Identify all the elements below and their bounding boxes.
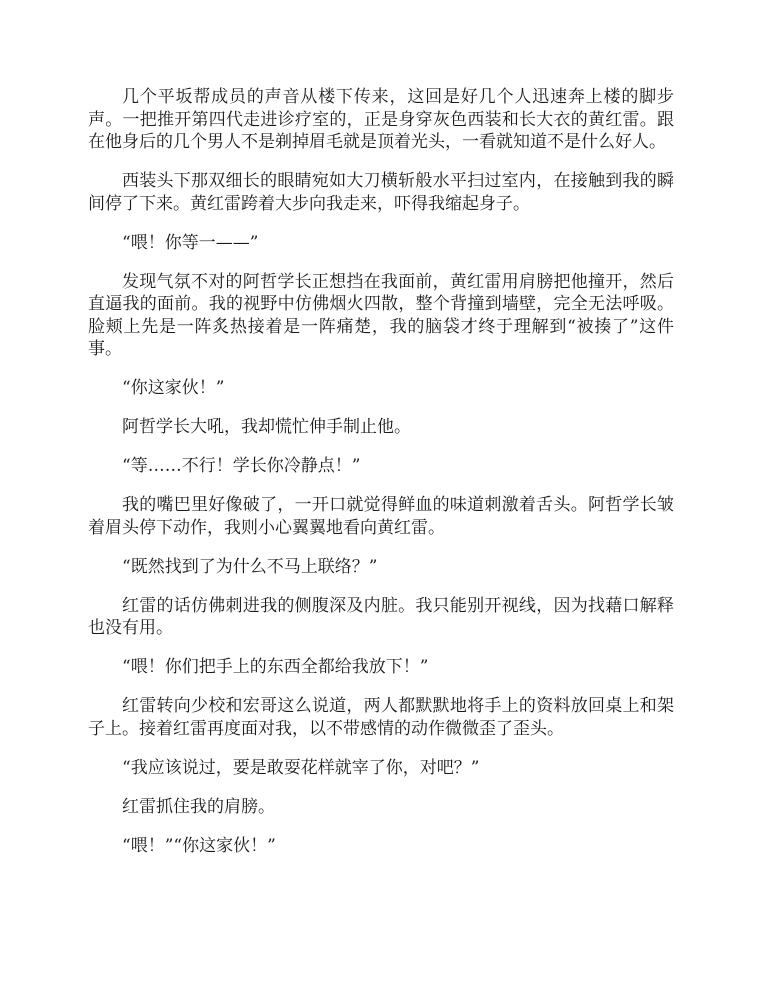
paragraph: 红雷的话仿佛刺进我的侧腹深及内脏。我只能别开视线，因为找藉口解释也没有用。 bbox=[88, 595, 674, 638]
paragraph: 几个平坂帮成员的声音从楼下传来，这回是好几个人迅速奔上楼的脚步声。一把推开第四代走进诊疗室的，正是身穿灰色西装和长大衣的黄红雷。跟在他身后的几个男人不是剃掉眉毛就是顶着光头，一看就知道不是什么好人。 bbox=[88, 87, 674, 152]
dialogue-line: “喂！你们把手上的东西全都给我放下！” bbox=[122, 657, 429, 677]
dialogue-line: “喂！你等一——” bbox=[122, 232, 259, 253]
paragraph: 发现气氛不对的阿哲学长正想挡在我面前，黄红雷用肩膀把他撞开，然后直逼我的面前。我的视野中仿佛烟火四散，整个背撞到墙壁，完全无法呼吸。脸颊上先是一阵炙热接着是一阵痛楚，我的脑袋才终于理解到“被揍了”这件事。 bbox=[88, 271, 674, 359]
dialogue-line: “我应该说过，要是敢耍花样就宰了你，对吧？” bbox=[122, 757, 480, 778]
paragraph: 我的嘴巴里好像破了，一开口就觉得鲜血的味道刺激着舌头。阿哲学长皱着眉头停下动作，我则小心翼翼地看向黄红雷。 bbox=[88, 495, 674, 538]
paragraph: 红雷抓住我的肩膀。 bbox=[122, 796, 275, 817]
paragraph: 西装头下那双细长的眼睛宛如大刀横斩般水平扫过室内，在接触到我的瞬间停了下来。黄红雷跨着大步向我走来，吓得我缩起身子。 bbox=[88, 171, 674, 214]
dialogue-line: “既然找到了为什么不马上联络？” bbox=[122, 556, 378, 577]
document-page bbox=[88, 86, 674, 874]
dialogue-line: “你这家伙！” bbox=[122, 378, 225, 398]
dialogue-line: “喂！”“你这家伙！” bbox=[122, 835, 276, 856]
paragraph: 阿哲学长大吼，我却慌忙伸手制止他。 bbox=[122, 417, 411, 437]
paragraph: 红雷转向少校和宏哥这么说道，两人都默默地将手上的资料放回桌上和架子上。接着红雷再度面对我，以不带感情的动作微微歪了歪头。 bbox=[88, 696, 674, 739]
dialogue-line: “等……不行！学长你冷静点！” bbox=[122, 456, 361, 476]
